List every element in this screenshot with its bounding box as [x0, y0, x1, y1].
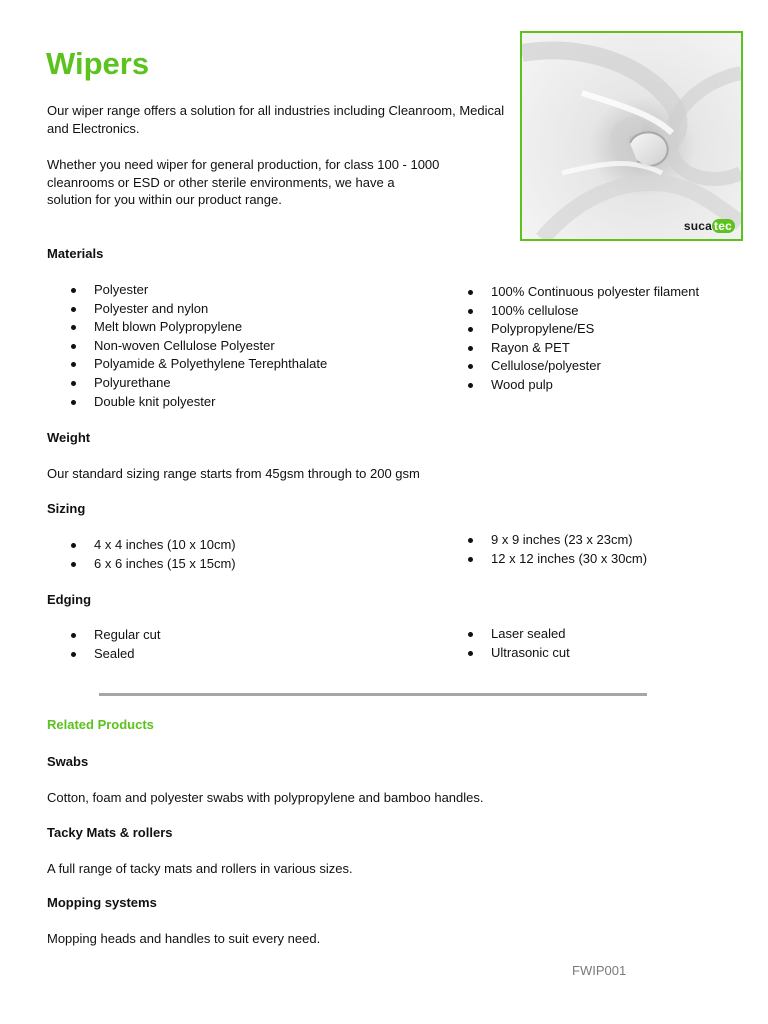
- cloth-illustration: [522, 33, 741, 239]
- sizing-list-right: [468, 531, 647, 568]
- section-divider: [99, 693, 647, 696]
- edging-list-item: Regular cut: [71, 626, 160, 645]
- edging-list-item: Sealed: [71, 645, 160, 664]
- size-list-item: 9 x 9 inches (23 x 23cm): [468, 531, 647, 550]
- size-list-item: 6 x 6 inches (15 x 15cm): [71, 555, 236, 574]
- material-list-item: Rayon & PET: [468, 339, 699, 358]
- tacky-mats-text: A full range of tacky mats and rollers in various sizes.: [47, 861, 353, 876]
- edging-list-item: Laser sealed: [468, 625, 570, 644]
- material-list-item: Double knit polyester: [71, 393, 327, 412]
- edging-heading: Edging: [47, 592, 92, 607]
- weight-text: Our standard sizing range starts from 45gsm through to 200 gsm: [47, 466, 420, 481]
- edging-list-right: [468, 625, 570, 662]
- intro-paragraph-1: Our wiper range offers a solution for all industries including Cleanroom, Medical and Electronics.: [47, 103, 505, 136]
- materials-list-left: [71, 281, 327, 411]
- sucatec-logo: suca tec: [684, 219, 735, 233]
- material-list-item: Non-woven Cellulose Polyester: [71, 337, 327, 356]
- document-code: FWIP001: [572, 963, 627, 978]
- intro-paragraph-2: Whether you need wiper for general production, for class 100 - 1000 cleanrooms or ESD or other sterile environments, we have a solution for you within our product range.: [47, 157, 440, 207]
- swabs-text: Cotton, foam and polyester swabs with polypropylene and bamboo handles.: [47, 790, 484, 805]
- material-list-item: Polypropylene/ES: [468, 320, 699, 339]
- sizing-heading: Sizing: [47, 501, 86, 516]
- mopping-text: Mopping heads and handles to suit every need.: [47, 931, 321, 946]
- material-list-item: Polyester and nylon: [71, 300, 327, 319]
- related-products-heading: Related Products: [47, 717, 154, 732]
- material-list-item: Polyurethane: [71, 374, 327, 393]
- material-list-item: 100% cellulose: [468, 302, 699, 321]
- swabs-heading: Swabs: [47, 754, 89, 769]
- material-list-item: Cellulose/polyester: [468, 357, 699, 376]
- material-list-item: Polyamide & Polyethylene Terephthalate: [71, 355, 327, 374]
- materials-list-right: [468, 283, 699, 395]
- edging-list-left: [71, 626, 160, 663]
- materials-heading: Materials: [47, 246, 104, 261]
- edging-list-item: Ultrasonic cut: [468, 644, 570, 663]
- size-list-item: 12 x 12 inches (30 x 30cm): [468, 550, 647, 569]
- mopping-heading: Mopping systems: [47, 895, 157, 910]
- product-image-wiper-cloth: [520, 31, 743, 241]
- material-list-item: 100% Continuous polyester filament: [468, 283, 699, 302]
- material-list-item: Polyester: [71, 281, 327, 300]
- size-list-item: 4 x 4 inches (10 x 10cm): [71, 536, 236, 555]
- tacky-mats-heading: Tacky Mats & rollers: [47, 825, 173, 840]
- sizing-list-left: [71, 536, 236, 573]
- material-list-item: Wood pulp: [468, 376, 699, 395]
- page-title: Wipers: [46, 46, 150, 81]
- material-list-item: Melt blown Polypropylene: [71, 318, 327, 337]
- weight-heading: Weight: [47, 430, 91, 445]
